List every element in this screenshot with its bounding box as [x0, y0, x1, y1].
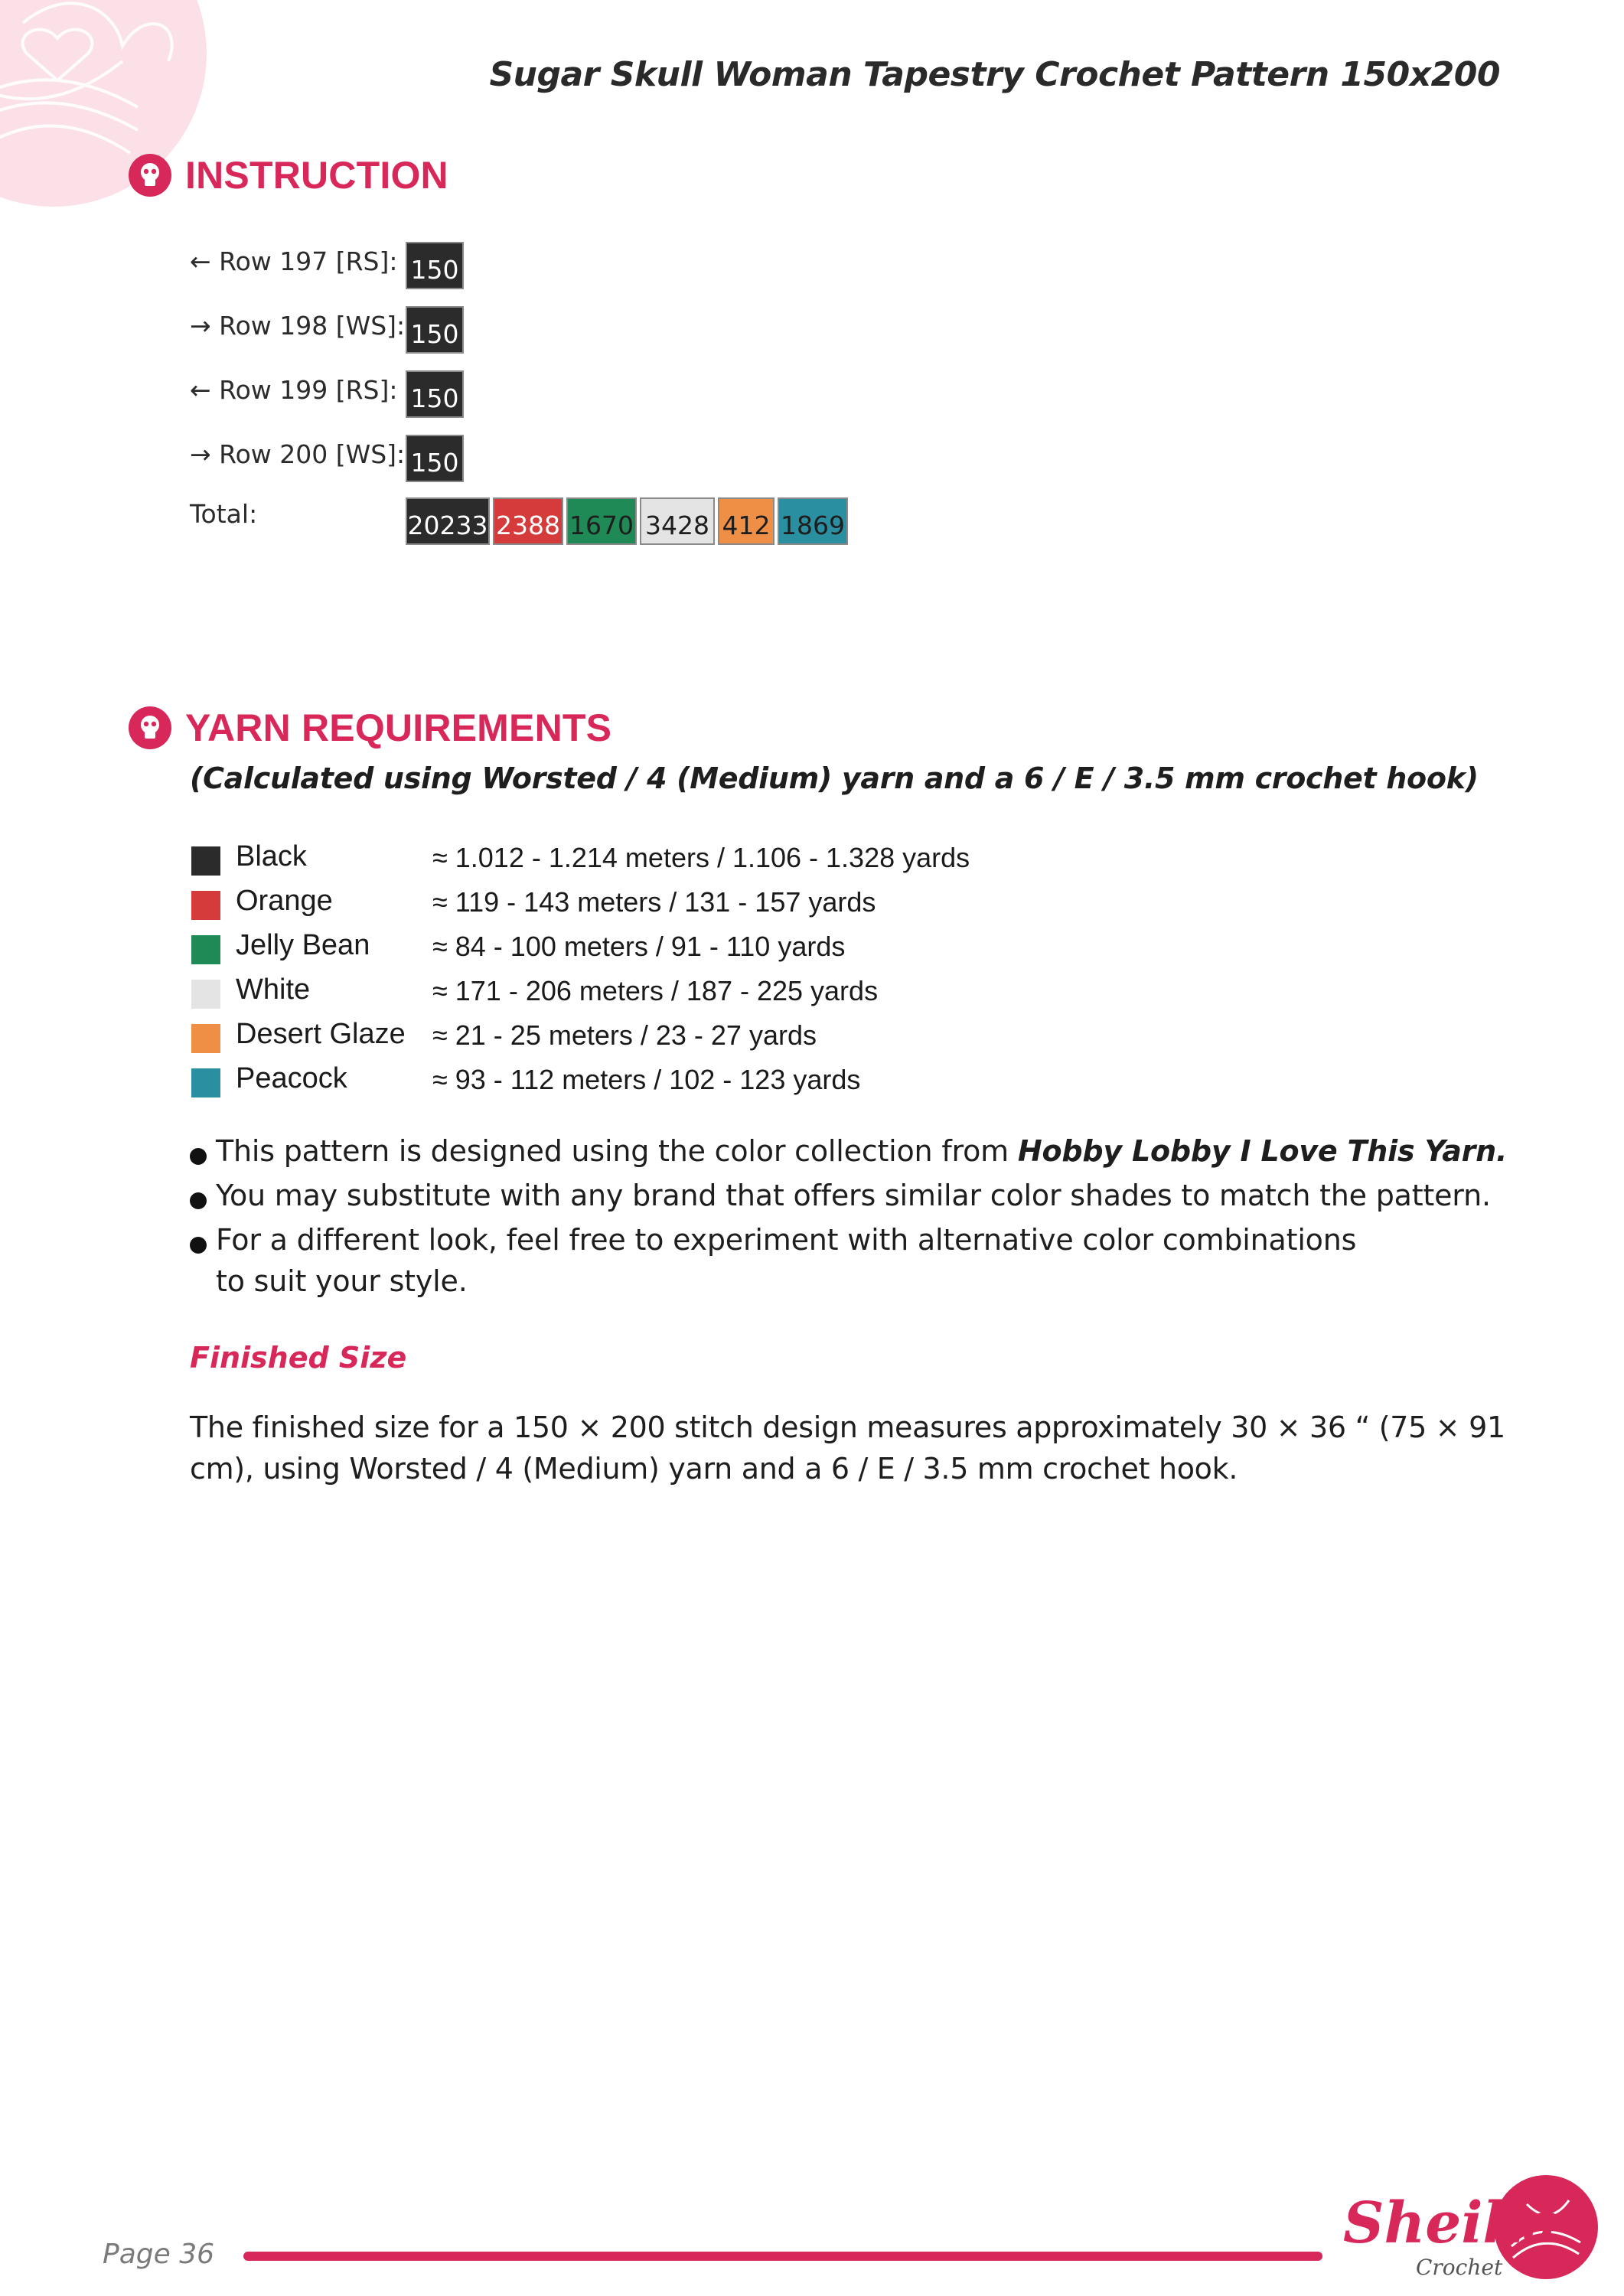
instruction-heading [129, 153, 448, 197]
row-label: → Row 198 [WS]: [190, 311, 406, 341]
brand-name: Sheika [1343, 2190, 1559, 2256]
footer-divider [243, 2252, 1322, 2261]
bullet-dot-icon [190, 1192, 207, 1209]
bullet-text: This pattern is designed using the color collection from [216, 1134, 1018, 1168]
yarn-amount: ≈ 84 - 100 meters / 91 - 110 yards [432, 931, 846, 962]
yarn-item [191, 840, 1110, 885]
color-swatch [191, 980, 220, 1009]
yarn-amount: ≈ 21 - 25 meters / 23 - 27 yards [432, 1019, 817, 1051]
yarn-color-name: Black [236, 840, 307, 872]
row-label: ← Row 197 [RS]: [190, 246, 398, 276]
finished-size-title: Finished Size [190, 1341, 407, 1375]
total-count-jelly-bean: 1670 [566, 497, 637, 545]
color-swatch [191, 1068, 220, 1097]
yarn-brand-name: Hobby Lobby I Love This Yarn. [1017, 1134, 1508, 1168]
yarn-item [191, 974, 1110, 1018]
yarn-color-name: White [236, 974, 311, 1006]
skull-logo-icon [129, 706, 171, 749]
color-swatch [191, 891, 220, 920]
total-count-white: 3428 [640, 497, 715, 545]
skull-logo-icon [129, 154, 171, 197]
color-swatch [191, 1024, 220, 1053]
total-count-black: 20233 [406, 497, 490, 545]
bullet-text: For a different look, feel free to experiment with alternative color combinations [216, 1223, 1357, 1257]
brand-subtitle: Crochet [1416, 2255, 1503, 2280]
row-stitch-count: 150 [406, 370, 464, 418]
brand-logo [1335, 2174, 1603, 2288]
yarn-color-name: Orange [236, 885, 333, 917]
yarn-requirements-heading-text: YARN REQUIREMENTS [185, 706, 612, 749]
row-stitch-count: 150 [406, 306, 464, 354]
bullet-dot-icon [190, 1148, 207, 1165]
bullet-text: You may substitute with any brand that offers similar color shades to match the pattern. [216, 1179, 1491, 1212]
bullet-dot-icon [190, 1237, 207, 1254]
instruction-heading-text: INSTRUCTION [185, 154, 448, 197]
yarn-color-name: Jelly Bean [236, 929, 370, 961]
yarn-amount: ≈ 1.012 - 1.214 meters / 1.106 - 1.328 yards [432, 842, 970, 873]
page-number: Page 36 [103, 2239, 215, 2270]
yarn-item [191, 1018, 1110, 1062]
total-count-desert-glaze: 412 [718, 497, 774, 545]
yarn-amount: ≈ 93 - 112 meters / 102 - 123 yards [432, 1064, 861, 1095]
row-label: → Row 200 [WS]: [190, 439, 406, 469]
yarn-item [191, 1062, 1110, 1107]
total-label: Total: [190, 499, 258, 529]
color-swatch [191, 846, 220, 876]
yarn-item [191, 885, 1110, 929]
yarn-color-name: Peacock [236, 1062, 347, 1094]
yarn-amount: ≈ 119 - 143 meters / 131 - 157 yards [432, 886, 876, 918]
document-title: Sugar Skull Woman Tapestry Crochet Pattern 150x200 [489, 55, 1500, 94]
bullet-text: to suit your style. [216, 1264, 468, 1298]
yarn-calculation-note: (Calculated using Worsted / 4 (Medium) yarn and a 6 / E / 3.5 mm crochet hook) [190, 762, 1479, 795]
color-swatch [191, 935, 220, 964]
yarn-color-name: Desert Glaze [236, 1018, 406, 1050]
yarn-requirements-heading [129, 706, 611, 750]
finished-size-text: The finished size for a 150 × 200 stitch design measures approximately 30 × 36 “ (75 × 91 cm), using Worsted / 4 (Medium) yarn and a 6 / E / 3.5 mm crochet hook. [190, 1411, 1505, 1486]
yarn-amount: ≈ 171 - 206 meters / 187 - 225 yards [432, 975, 879, 1006]
row-stitch-count: 150 [406, 435, 464, 482]
total-count-peacock: 1869 [778, 497, 848, 545]
row-label: ← Row 199 [RS]: [190, 375, 398, 405]
yarn-item [191, 929, 1110, 974]
total-count-orange: 2388 [493, 497, 563, 545]
row-stitch-count: 150 [406, 242, 464, 289]
